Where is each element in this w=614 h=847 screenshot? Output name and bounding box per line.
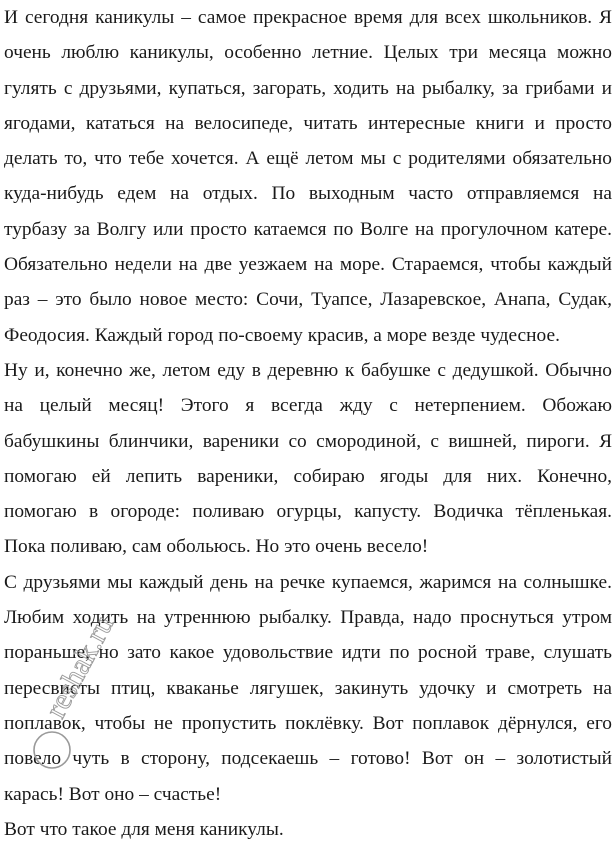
text-line: С друзьями мы каждый день на речке купаемся, жаримся на солнышке.	[4, 571, 612, 593]
text-line: пересвисты птиц, кваканье лягушек, закинуть удочку и смотреть на	[4, 677, 612, 699]
text-line: помогаю в огороде: поливаю огурцы, капусту. Водичка тёпленькая.	[4, 501, 612, 523]
text-line: очень люблю каникулы, особенно летние. Целых три месяца можно	[4, 42, 612, 64]
paragraph-4	[4, 812, 612, 847]
document-page	[4, 0, 612, 847]
text-line: Феодосия. Каждый город по-своему красив, а море везде чудесное.	[4, 324, 560, 346]
text-line: Вот что такое для меня каникулы.	[4, 818, 284, 840]
text-line: повело чуть в сторону, подсекаешь – готово! Вот он – золотистый	[4, 748, 612, 770]
paragraph-3	[4, 565, 612, 812]
text-line: помогаю ей лепить вареники, собираю ягоды для них. Конечно,	[4, 465, 612, 487]
text-line: Пока поливаю, сам обольюсь. Но это очень весело!	[4, 536, 429, 558]
text-line: раз – это было новое место: Сочи, Туапсе, Лазаревское, Анапа, Судак,	[4, 289, 612, 311]
paragraph-1	[4, 0, 612, 353]
text-line: Ну и, конечно же, летом еду в деревню к бабушке с дедушкой. Обычно	[4, 359, 612, 381]
watermark-text: reshak.ru	[39, 609, 121, 724]
text-line: поплавок, чтобы не пропустить поклёвку. Вот поплавок дёрнулся, его	[4, 712, 612, 734]
text-line: Обязательно недели на две уезжаем на море. Стараемся, чтобы каждый	[4, 254, 612, 276]
text-line: И сегодня каникулы – самое прекрасное время для всех школьников. Я	[4, 7, 612, 28]
text-line: Любим ходить на утреннюю рыбалку. Правда, надо проснуться утром	[4, 607, 612, 629]
text-line: бабушкины блинчики, вареники со смородиной, с вишней, пироги. Я	[4, 430, 612, 452]
text-line: турбазу за Волгу или просто катаемся по Волге на прогулочном катере.	[4, 218, 612, 240]
text-line: гулять с друзьями, купаться, загорать, ходить на рыбалку, за грибами и	[4, 77, 612, 99]
text-line: карась! Вот оно – счастье!	[4, 783, 222, 805]
text-line: пораньше, но зато какое удовольствие идти по росной траве, слушать	[4, 642, 612, 664]
text-line: ягодами, кататься на велосипеде, читать интересные книги и просто	[4, 112, 612, 134]
paragraph-2	[4, 353, 612, 565]
text-line: на целый месяц! Этого я всегда жду с нетерпением. Обожаю	[4, 395, 612, 417]
text-line: куда-нибудь едем на отдых. По выходным часто отправляемся на	[4, 183, 612, 205]
text-line: делать то, что тебе хочется. А ещё летом мы с родителями обязательно	[4, 148, 612, 170]
